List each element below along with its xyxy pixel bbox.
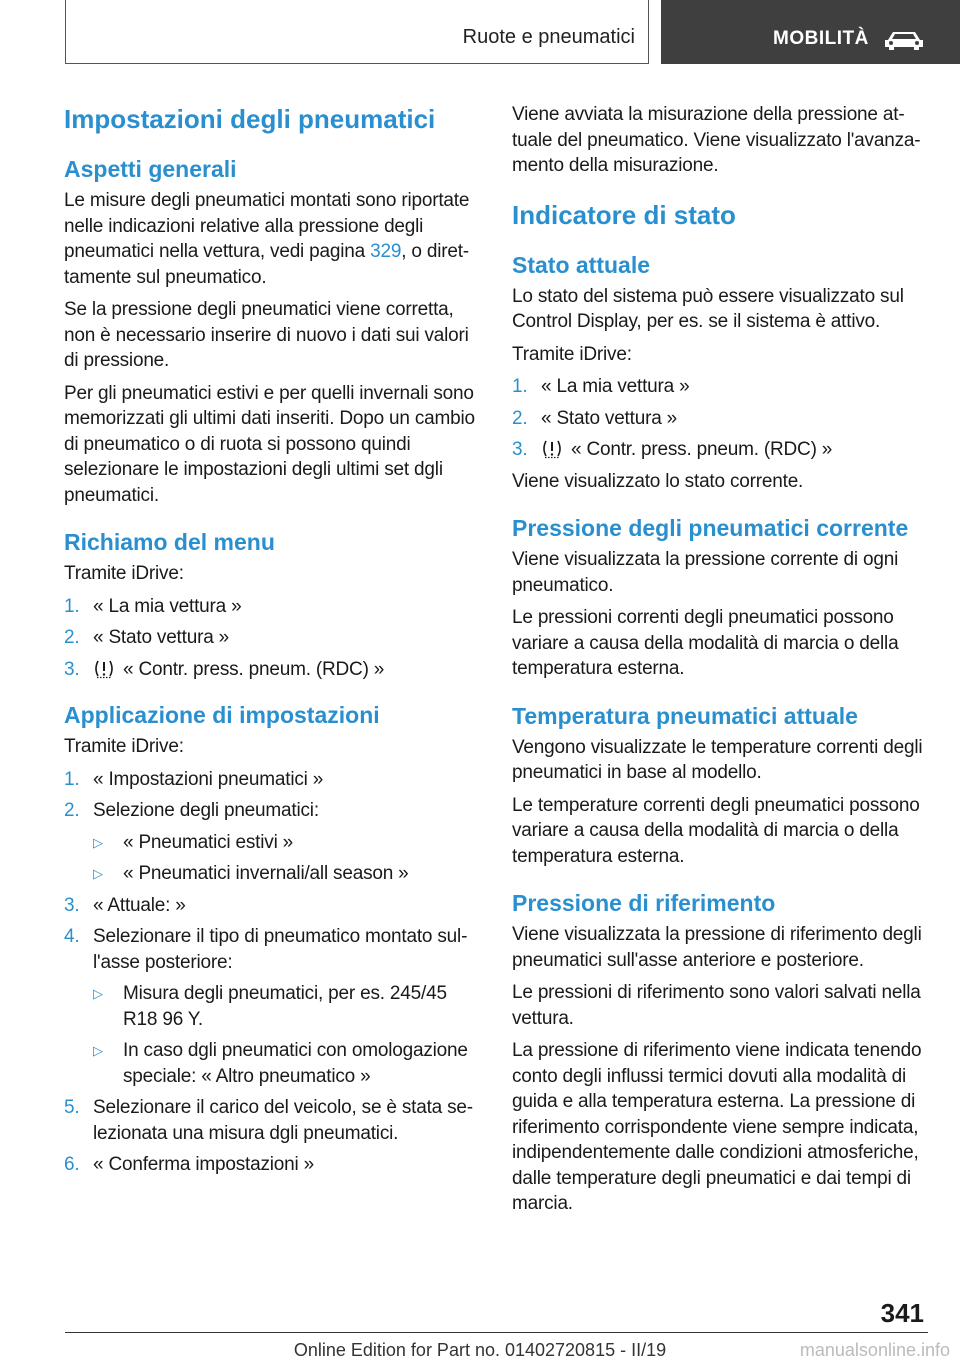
sub-list-item: ▷ Misura degli pneumatici, per es. 245/45 R18 96 Y. xyxy=(93,983,447,1030)
list-item: 2. « Stato vettura » xyxy=(512,407,678,429)
heading-pressione-riferimento: Pressione di riferimento xyxy=(512,890,776,916)
list-item: 1. « La mia vettura » xyxy=(64,595,242,617)
paragraph: Viene visualizzata la pressione corrente di ogni pneumatico. xyxy=(512,549,899,596)
paragraph: Viene visualizzato lo stato corrente. xyxy=(512,470,804,492)
page-title: Impostazioni degli pneumatici xyxy=(64,104,436,134)
paragraph: Tramite iDrive: xyxy=(64,736,184,757)
paragraph: Per gli pneumatici estivi e per quelli invernali sono memorizzati gli ultimi dati inseriti. Dopo un cambio di pneumatico o di ruota si possono quindi selezionare le impostazioni degli ultimi set dgli pneumatici. xyxy=(64,382,475,506)
paragraph: Le misure degli pneumatici montati sono riportate nelle indicazioni relative alla pressione degli pneumatici nella vettura, vedi pagina 329, o direttamente sul pneumatico. xyxy=(64,190,470,288)
sub-list-item: ▷ In caso dgli pneumatici con omologazione speciale: « Altro pneumatico » xyxy=(93,1040,468,1087)
paragraph: Tramite iDrive: xyxy=(64,563,184,584)
heading-applicazione-impostazioni: Applicazione di impostazioni xyxy=(64,702,380,728)
paragraph: Lo stato del sistema può essere visualizzato sul Control Display, per es. se il sistema è attivo. xyxy=(512,285,904,332)
list-item: 2. « Stato vettura » xyxy=(64,627,230,648)
sub-list-item: ▷ « Pneumatici invernali/all season » xyxy=(93,863,409,884)
watermark: manualsonline.info xyxy=(799,1340,950,1360)
footer-edition: Online Edition for Part no. 01402720815 - II/19 xyxy=(293,1340,667,1360)
section-title: Indicatore di stato xyxy=(512,199,736,230)
paragraph: Le temperature correnti degli pneumatici possono variare a causa della modalità di marcia o della temperatura esterna. xyxy=(512,794,920,867)
paragraph: Le pressioni correnti degli pneumatici possono variare a causa della modalità di marcia o della temperatura esterna. xyxy=(512,607,899,679)
tire-pressure-warning-icon xyxy=(541,439,563,459)
list-item: 2. Selezione degli pneumatici: ▷ « Pneumatici estivi » ▷ « Pneumatici invernali/all season » xyxy=(64,798,482,887)
list-item: 4. Selezionare il tipo di pneumatico montato sull'asse posteriore: ▷ Misura degli pneumatici, per es. 245/45 R18 96 Y. ▷ In caso dgli pneumatici con omologazione speciale: « Altro pneumatico » xyxy=(64,924,482,1089)
heading-aspetti-generali: Aspetti generali xyxy=(64,156,237,182)
heading-temperatura-attuale: Temperatura pneumatici attuale xyxy=(512,702,858,729)
header-tab-label: MOBILITÀ xyxy=(773,28,869,49)
heading-richiamo-menu: Richiamo del menu xyxy=(64,529,275,555)
steps-list xyxy=(512,374,930,463)
list-item: 5. Selezionare il carico del veicolo, se è stata selezionata una misura dgli pneumatici. xyxy=(64,1097,474,1144)
list-item: 1. « La mia vettura » xyxy=(512,376,690,397)
list-item: 3. « Attuale: » xyxy=(64,894,186,916)
list-item: 1. « Impostazioni pneumatici » xyxy=(64,768,324,790)
list-item: 6. « Conferma impostazioni » xyxy=(64,1154,314,1175)
list-item: 3. « Contr. press. pneum. (RDC) » xyxy=(64,658,385,680)
paragraph: Viene avviata la misurazione della pressione attuale del pneumatico. Viene visualizzato l'avanzamento della misurazione. xyxy=(512,104,921,176)
paragraph: Vengono visualizzate le temperature correnti degli pneumatici in base al modello. xyxy=(512,736,923,783)
footer-divider xyxy=(65,1332,928,1333)
steps-list xyxy=(64,594,482,683)
tire-pressure-warning-icon xyxy=(93,659,115,679)
paragraph: Le pressioni di riferimento sono valori salvati nella vettura. xyxy=(512,982,921,1029)
page-link[interactable]: 329 xyxy=(370,241,402,262)
paragraph: Viene visualizzata la pressione di riferimento degli pneumatici sull'asse anteriore e posteriore. xyxy=(512,924,922,971)
header-section-title: Ruote e pneumatici xyxy=(462,26,635,48)
paragraph: Tramite iDrive: xyxy=(512,343,632,365)
heading-pressione-corrente: Pressione degli pneumatici corrente xyxy=(512,515,909,541)
paragraph: La pressione di riferimento viene indicata tenendo conto degli influssi termici dovuti alla modalità di guida e alla temperatura esterna. La pressione di riferimento corrispondente viene sempre indicata, indipendentemente dalle condizioni atmosferiche, dalle temperature degli pneumatici e dai tempi di marcia. xyxy=(512,1040,922,1214)
list-item: 3. « Contr. press. pneum. (RDC) » xyxy=(512,439,833,460)
left-column xyxy=(64,102,482,1184)
paragraph: Se la pressione degli pneumatici viene corretta, non è necessario inserire di nuovo i dati sui valori di pressione. xyxy=(64,299,469,371)
heading-stato-attuale: Stato attuale xyxy=(512,251,651,278)
right-column xyxy=(512,102,930,1224)
sub-list-item: ▷ « Pneumatici estivi » xyxy=(93,831,294,853)
steps-list xyxy=(64,767,482,1178)
page-number: 341 xyxy=(880,1298,924,1328)
car-icon xyxy=(882,30,926,52)
